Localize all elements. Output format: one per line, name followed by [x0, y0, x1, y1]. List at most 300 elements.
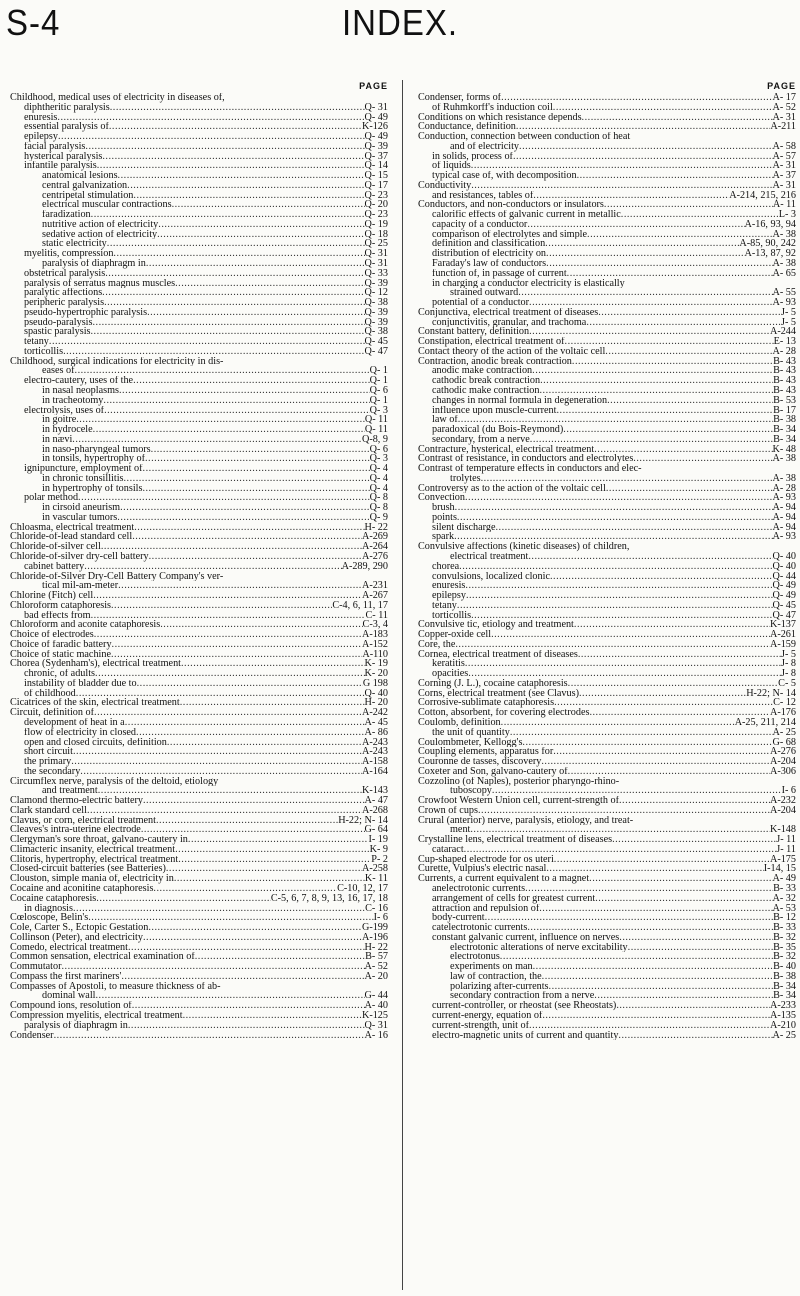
- index-entry-page-ref: A-196: [361, 932, 388, 943]
- dot-leader: [457, 601, 773, 611]
- index-entry-page-ref: A-204: [769, 805, 796, 816]
- index-entry-page-ref: I-14, 15: [763, 864, 796, 875]
- index-entry-term: anodic make contraction: [432, 366, 533, 377]
- index-entry-term: anelectrotonic currents: [432, 884, 526, 894]
- index-entry-term: Cole, Carter S., Ectopic Gestation: [10, 923, 149, 933]
- index-entry: [418, 718, 796, 728]
- dot-leader: [458, 415, 773, 425]
- index-entry: [10, 845, 388, 855]
- index-entry: [10, 962, 388, 972]
- dot-leader: [568, 767, 770, 777]
- index-entry: [418, 532, 796, 542]
- index-entry-term: in naso-pharyngeal tumors: [42, 444, 151, 455]
- index-entry-term: Crystalline lens, electrical treatment of diseases: [418, 835, 613, 845]
- index-entry-page-ref: I- 6: [373, 913, 388, 924]
- index-entry-page-ref: A-110: [362, 649, 388, 660]
- index-entry-term: ignipuncture, employment of: [24, 464, 143, 474]
- dot-leader: [510, 728, 773, 738]
- index-entry: [10, 747, 388, 757]
- dot-leader: [93, 591, 362, 601]
- dot-leader: [485, 913, 773, 923]
- index-entry-term: Compound ions, resolution of: [10, 1001, 132, 1011]
- index-entry-page-ref: B- 38: [773, 415, 796, 426]
- index-entry: [10, 933, 388, 943]
- index-entry: [10, 659, 388, 669]
- dot-leader: [546, 249, 744, 259]
- index-entry-page-ref: A- 93: [772, 298, 796, 308]
- index-entry-page-ref: A-175: [769, 854, 796, 865]
- dot-leader: [49, 337, 365, 347]
- index-entry: [10, 855, 388, 865]
- index-entry-page-ref: Q- 47: [772, 610, 796, 621]
- index-entry-page-ref: A-232: [769, 796, 796, 806]
- dot-leader: [501, 93, 772, 103]
- index-entry-term: cabinet battery: [24, 561, 85, 572]
- dot-leader: [95, 991, 364, 1001]
- index-entry-term: Convulsive affections (kinetic diseases) of children,: [418, 542, 630, 552]
- dot-leader: [633, 454, 772, 464]
- dot-leader: [457, 513, 773, 523]
- index-entry: [10, 904, 388, 914]
- dot-leader: [132, 532, 362, 542]
- dot-leader: [556, 406, 773, 416]
- index-entry-page-ref: A-276: [361, 551, 388, 562]
- index-entry: [418, 904, 796, 914]
- index-entry-term: electro-cautery, uses of the: [24, 376, 134, 386]
- index-entry-page-ref: J- 11: [776, 844, 796, 855]
- index-entry: [418, 366, 796, 376]
- index-entry-page-ref: A-276: [769, 747, 796, 758]
- index-entry-term: spastic paralysis: [24, 327, 91, 338]
- index-entry: [418, 728, 796, 738]
- index-entry-term: Coupling elements, apparatus for: [418, 747, 554, 758]
- index-entry-page-ref: A- 93: [772, 493, 796, 504]
- dot-leader: [549, 982, 774, 992]
- index-entry: [418, 835, 796, 845]
- index-entry-term: influence upon muscle-current: [432, 405, 557, 416]
- index-entry-page-ref: A-214, 215, 216: [729, 190, 796, 201]
- index-entry-term: Core, the: [418, 639, 456, 650]
- page-header: [0, 2, 800, 48]
- index-entry-term: open and closed circuits, definition: [24, 737, 167, 748]
- dot-leader: [567, 269, 773, 279]
- dot-leader: [545, 239, 739, 249]
- index-entry: [418, 239, 796, 249]
- index-entry: [10, 396, 388, 406]
- index-entry-term: secondary contraction from a nerve: [450, 991, 595, 1002]
- index-entry-page-ref: A- 17: [772, 93, 796, 103]
- index-entry: [10, 767, 388, 777]
- index-entry-page-ref: A-25, 211, 214: [734, 718, 796, 728]
- index-entry-page-ref: A-85, 90, 242: [739, 239, 796, 250]
- index-entry: [418, 864, 796, 874]
- dot-leader: [539, 904, 772, 914]
- index-entry: [418, 249, 796, 259]
- index-entry-page-ref: A- 38: [772, 229, 796, 240]
- index-entry-term: Copper-oxide cell: [418, 630, 492, 640]
- index-entry-term: myelitis, compression: [24, 249, 114, 260]
- index-entry-term: in nasal neoplasms: [42, 385, 119, 396]
- index-entry: [10, 376, 388, 386]
- index-entry-term: Constipation, electrical treatment of: [418, 337, 565, 347]
- index-entry: [10, 386, 388, 396]
- index-entry-page-ref: Q- 8: [369, 503, 388, 513]
- index-entry: [418, 103, 796, 113]
- index-entry-term: enuresis: [432, 581, 466, 592]
- index-entry-page-ref: A- 28: [772, 346, 796, 357]
- index-entry: [10, 864, 388, 874]
- index-entry-page-ref: Q- 44: [772, 571, 796, 582]
- index-entry: [10, 103, 388, 113]
- index-entry-page-ref: Q- 20: [364, 200, 388, 211]
- dot-leader: [73, 904, 365, 914]
- index-entry-term: Cicatrices of the skin, electrical treatment: [10, 698, 180, 709]
- index-entry-page-ref: Q- 47: [364, 346, 388, 357]
- index-entry-term: paralysis of diaphragm in: [42, 259, 146, 269]
- dot-leader: [111, 601, 332, 611]
- dot-leader: [143, 933, 362, 943]
- index-entry: [418, 1031, 796, 1041]
- index-entry: [418, 1021, 796, 1031]
- index-entry-term: tetany: [24, 337, 49, 347]
- index-entry-term: Choice of electrodes: [10, 630, 94, 640]
- dot-leader: [478, 806, 770, 816]
- index-entry: [10, 152, 388, 162]
- index-entry-page-ref: A- 86: [364, 727, 388, 738]
- dot-leader: [554, 698, 773, 708]
- index-entry: [10, 1001, 388, 1011]
- index-entry-page-ref: A-268: [361, 805, 388, 816]
- dot-leader: [148, 923, 362, 933]
- index-entry-page-ref: Q- 23: [364, 210, 388, 220]
- index-entry: [10, 435, 388, 445]
- dot-leader: [157, 230, 364, 240]
- index-entry-term: Clamond thermo-electric battery: [10, 796, 143, 806]
- index-entry-page-ref: B- 43: [773, 385, 796, 396]
- index-entry-page-ref: Q- 14: [364, 161, 388, 172]
- index-entry: [418, 279, 796, 289]
- index-entry: [418, 1001, 796, 1011]
- dot-leader: [528, 552, 772, 562]
- index-entry: [10, 777, 388, 787]
- index-entry-term: central galvanization: [42, 180, 128, 191]
- index-entry-page-ref: C-4, 6, 11, 17: [332, 600, 388, 611]
- dot-leader: [121, 972, 364, 982]
- index-entry-term: arrangement of cells for greatest current: [432, 893, 596, 904]
- index-entry: [10, 415, 388, 425]
- dot-leader: [117, 513, 369, 523]
- dot-leader: [532, 366, 773, 376]
- dot-leader: [481, 474, 773, 484]
- index-entry-term: Condenser: [10, 1030, 54, 1041]
- index-entry-term: function of, in passage of current: [432, 268, 567, 279]
- index-entry-term: Choice of faradic battery: [10, 639, 112, 650]
- index-entry-page-ref: I- 19: [368, 835, 388, 845]
- dot-leader: [101, 542, 362, 552]
- index-entry-term: Faraday's law of conductors: [432, 259, 547, 269]
- index-entry: [10, 1011, 388, 1021]
- index-entry-term: attraction and repulsion of: [432, 903, 540, 914]
- index-entry-term: law of: [432, 415, 458, 426]
- index-entry-term: typical case of, with decomposition: [432, 171, 577, 181]
- index-entry-page-ref: A- 40: [364, 1001, 388, 1011]
- index-entry: [10, 122, 388, 132]
- index-entry-term: in goitre: [42, 415, 77, 426]
- index-entry: [10, 200, 388, 210]
- index-entry-term: Conjunctiva, electrical treatment of diseases: [418, 307, 599, 318]
- index-entry-term: in tonsils, hypertrophy of: [42, 454, 145, 465]
- dot-leader: [607, 396, 773, 406]
- page-title: INDEX.: [341, 2, 459, 43]
- index-entry: [418, 962, 796, 972]
- index-entry-page-ref: Q- 11: [364, 425, 388, 435]
- index-entry: [10, 884, 388, 894]
- index-entry: [10, 572, 388, 582]
- index-entry: [10, 552, 388, 562]
- index-entry-term: Conductance, definition: [418, 122, 516, 133]
- index-entry-page-ref: A-242: [361, 708, 388, 718]
- index-entry-page-ref: A-306: [769, 766, 796, 777]
- index-entry-page-ref: A- 65: [772, 268, 796, 279]
- index-entry-term: polarizing after-currents: [450, 981, 549, 992]
- index-entry-page-ref: G-199: [361, 923, 388, 933]
- index-entry-page-ref: Q-8, 9: [361, 434, 388, 445]
- index-entry-term: in hypertrophy of tonsils: [42, 483, 143, 494]
- index-entry: [418, 415, 796, 425]
- index-entry-term: in charging a conductor electricity is elastically: [432, 278, 625, 289]
- index-entry-term: in vascular tumors: [42, 512, 118, 523]
- dot-leader: [58, 132, 365, 142]
- dot-leader: [530, 435, 773, 445]
- index-entry: [418, 796, 796, 806]
- index-entry-term: Clark standard cell: [10, 805, 87, 816]
- index-entry-term: experiments on man: [450, 962, 533, 972]
- index-entry: [418, 767, 796, 777]
- index-entry-page-ref: B- 12: [773, 913, 796, 924]
- index-entry-page-ref: Q- 49: [772, 591, 796, 601]
- index-entry-term: eases of: [42, 366, 75, 377]
- index-entry: [418, 855, 796, 865]
- index-entry: [418, 991, 796, 1001]
- index-entry: [10, 161, 388, 171]
- index-entry-page-ref: J- 5: [781, 307, 796, 318]
- index-entry-term: hysterical paralysis: [24, 151, 103, 162]
- column-divider: [402, 80, 403, 1290]
- index-entry: [10, 513, 388, 523]
- index-entry-page-ref: J- 11: [776, 835, 796, 845]
- index-entry: [418, 376, 796, 386]
- index-entry: [418, 952, 796, 962]
- index-entry-page-ref: A- 47: [364, 796, 388, 806]
- index-entry-term: short circuit: [24, 747, 73, 758]
- index-entry: [10, 757, 388, 767]
- dot-leader: [586, 318, 781, 328]
- dot-leader: [454, 532, 772, 542]
- index-entry-page-ref: B- 32: [773, 952, 796, 963]
- index-entry-term: strained outward: [450, 288, 519, 299]
- index-entry: [418, 288, 796, 298]
- index-entry: [10, 484, 388, 494]
- index-entry-page-ref: A- 57: [772, 151, 796, 162]
- dot-leader: [105, 269, 364, 279]
- index-entry: [418, 122, 796, 132]
- index-entry: [10, 220, 388, 230]
- index-entry: [10, 913, 388, 923]
- index-entry-page-ref: B- 38: [773, 971, 796, 982]
- dot-leader: [455, 503, 773, 513]
- index-entry-page-ref: G- 68: [772, 737, 796, 748]
- index-entry: [418, 337, 796, 347]
- index-entry-page-ref: K-126: [361, 122, 388, 133]
- dot-leader: [102, 288, 364, 298]
- index-entry-page-ref: A-152: [361, 639, 388, 650]
- dot-leader: [598, 308, 781, 318]
- dot-leader: [78, 493, 370, 503]
- index-entry: [10, 259, 388, 269]
- dot-leader: [91, 611, 366, 621]
- index-entry-page-ref: B- 34: [773, 425, 796, 435]
- index-entry: [10, 337, 388, 347]
- index-entry: [418, 210, 796, 220]
- dot-leader: [563, 425, 773, 435]
- index-entry-page-ref: J- 5: [781, 649, 796, 660]
- dot-leader: [546, 864, 763, 874]
- index-entry-page-ref: A- 58: [772, 141, 796, 152]
- index-entry-page-ref: Q- 8: [369, 493, 388, 504]
- index-entry-term: Clergyman's sore throat, galvano-cautery in: [10, 835, 188, 845]
- index-entry-term: paralytic affections: [24, 288, 103, 299]
- index-entry: [10, 1021, 388, 1031]
- index-entry-page-ref: A- 16: [364, 1030, 388, 1041]
- index-entry-page-ref: Q- 23: [364, 190, 388, 201]
- index-entry: [418, 132, 796, 142]
- index-entry-page-ref: Q- 12: [364, 288, 388, 299]
- dot-leader: [553, 747, 770, 757]
- index-entry: [418, 259, 796, 269]
- index-entry-page-ref: B- 34: [773, 991, 796, 1002]
- dot-leader: [71, 757, 362, 767]
- dot-leader: [546, 259, 772, 269]
- index-entry-term: Cocaine and aconitine cataphoresis: [10, 884, 154, 894]
- dot-leader: [127, 181, 364, 191]
- index-entry-term: nutritive action of electricity: [42, 219, 159, 230]
- index-entry-page-ref: Q- 9: [369, 512, 388, 523]
- index-entry: [10, 581, 388, 591]
- index-entry-term: Comedo, electrical treatment: [10, 942, 128, 953]
- left-index-column: [10, 80, 388, 1040]
- index-entry-term: constant galvanic current, influence on nerves: [432, 932, 620, 943]
- dot-leader: [118, 581, 362, 591]
- dot-leader: [594, 991, 773, 1001]
- index-entry-term: enuresis: [24, 112, 58, 123]
- dot-leader: [465, 659, 781, 669]
- index-entry: [10, 874, 388, 884]
- index-entry-term: Cornea, electrical treatment of diseases: [418, 649, 578, 660]
- index-entry-term: cathodic make contraction: [432, 385, 540, 396]
- index-entry: [418, 552, 796, 562]
- index-entry-term: chronic, of adults: [24, 669, 96, 679]
- dot-leader: [465, 581, 772, 591]
- index-entry-page-ref: A- 52: [364, 962, 388, 972]
- index-entry-term: Coulomb, definition: [418, 718, 501, 728]
- index-entry-term: Contracture, hysterical, electrical treatment: [418, 444, 595, 455]
- index-entry-term: faradization: [42, 210, 91, 220]
- index-entry: [10, 181, 388, 191]
- index-entry: [418, 982, 796, 992]
- index-entry-term: Curette, Vulpius's electric nasal: [418, 864, 547, 875]
- dot-leader: [120, 503, 370, 513]
- index-entry-page-ref: C- 11: [365, 610, 388, 621]
- dot-leader: [540, 376, 773, 386]
- index-entry-term: pseudo-hypertrophic paralysis: [24, 307, 148, 318]
- index-entry: [10, 366, 388, 376]
- index-entry: [418, 523, 796, 533]
- index-entry-page-ref: H- 20: [364, 698, 388, 709]
- dot-leader: [459, 562, 772, 572]
- dot-leader: [143, 796, 365, 806]
- index-entry-page-ref: A-135: [769, 1010, 796, 1021]
- index-entry-page-ref: G- 44: [364, 991, 388, 1002]
- dot-leader: [102, 152, 364, 162]
- dot-leader: [146, 259, 365, 269]
- dot-leader: [594, 445, 772, 455]
- index-entry-term: of liquids: [432, 161, 471, 172]
- index-entry: [10, 542, 388, 552]
- index-entry: [418, 933, 796, 943]
- dot-leader: [104, 406, 370, 416]
- index-entry: [418, 435, 796, 445]
- index-entry-page-ref: Q- 6: [369, 385, 388, 396]
- index-entry-term: electrical muscular contractions: [42, 200, 172, 211]
- index-entry-term: current-energy, equation of: [432, 1010, 543, 1021]
- index-entry-page-ref: A-231: [361, 581, 388, 592]
- index-entry-term: Clavus, or corn, electrical treatment: [10, 815, 156, 826]
- index-entry: [10, 230, 388, 240]
- dot-leader: [80, 767, 362, 777]
- index-entry: [418, 572, 796, 582]
- index-entry-page-ref: A-164: [361, 766, 388, 777]
- index-entry-term: the unit of quantity: [432, 727, 510, 738]
- index-entry-term: changes in normal formula in degeneration: [432, 395, 608, 406]
- index-entry-page-ref: A- 49: [772, 874, 796, 885]
- index-entry-term: the secondary: [24, 766, 81, 777]
- index-entry-term: paralysis of diaphragm in: [24, 1020, 128, 1031]
- dot-leader: [513, 152, 773, 162]
- dot-leader: [141, 825, 365, 835]
- index-entry-page-ref: A- 53: [772, 903, 796, 914]
- index-entry-term: peripheric paralysis: [24, 298, 105, 308]
- index-entry: [418, 484, 796, 494]
- dot-leader: [137, 679, 363, 689]
- dot-leader: [175, 279, 364, 289]
- index-entry-term: catelectrotonic currents: [432, 923, 528, 933]
- index-entry: [418, 181, 796, 191]
- index-entry-page-ref: A-261: [769, 630, 796, 640]
- index-entry-term: keratitis: [432, 659, 465, 670]
- index-entry: [10, 347, 388, 357]
- dot-leader: [529, 1021, 770, 1031]
- page-column-label: PAGE: [359, 81, 388, 91]
- index-entry: [418, 230, 796, 240]
- index-entry: [10, 894, 388, 904]
- index-entry-page-ref: Q- 38: [364, 327, 388, 338]
- index-entry-term: Crown of cups: [418, 805, 478, 816]
- index-entry-term: Crowfoot Western Union cell, current-strength of: [418, 796, 619, 806]
- index-entry-page-ref: B- 43: [773, 376, 796, 386]
- dot-leader: [568, 679, 779, 689]
- index-entry-page-ref: Q- 39: [364, 141, 388, 152]
- index-entry-page-ref: A-159: [769, 639, 796, 650]
